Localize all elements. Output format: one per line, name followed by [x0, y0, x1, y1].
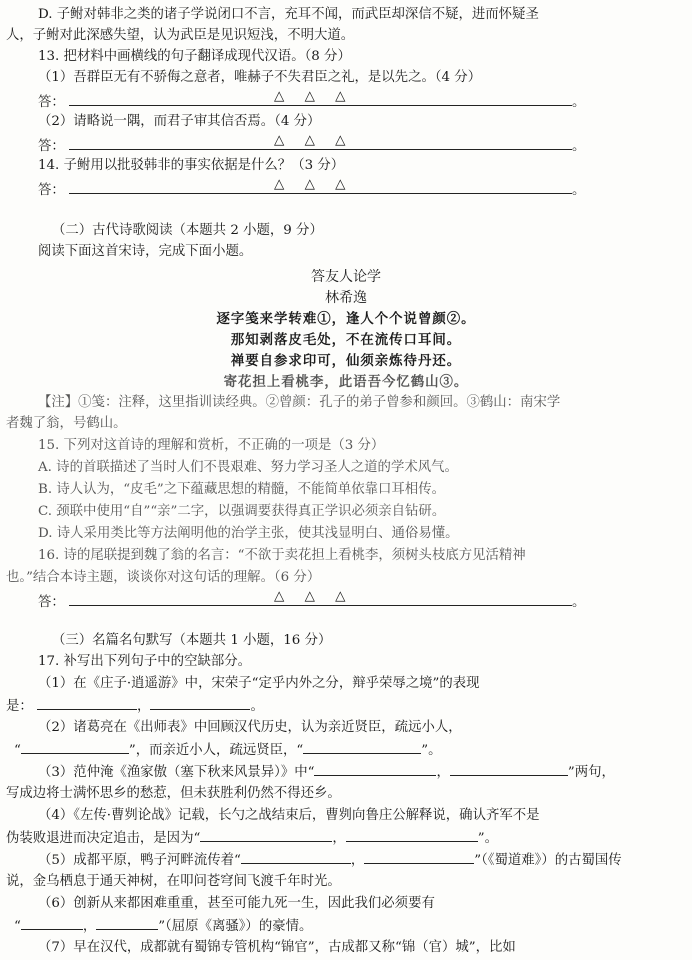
item4-line1: （4）《左传·曹刿论战》记载，长勺之战结束后，曹刿向鲁庄公解释说，确认齐军不是: [38, 808, 540, 823]
note-line1: 【注】①笺：注释，这里指训读经典。②曾颜：孔子的弟子曾参和颜回。③鹤山：南宋学: [38, 395, 561, 410]
option-d-line2: 人，子鲋对此深感失望，认为武臣是见识短浅，不明大道。: [6, 28, 355, 43]
item1-prefix: 是：: [6, 699, 33, 714]
triangle-marks: △ △ △: [274, 89, 354, 104]
item3-text-b: ”两句，: [567, 765, 615, 780]
blank-input[interactable]: [314, 763, 436, 776]
item1-line1: （1）在《庄子·逍遥游》中，宋荣子“定乎内外之分，辩乎荣辱之境”的表现: [38, 676, 480, 691]
item3-line2: 写成边将士满怀思乡的愁惹，但未获胜利仍然不得还乡。: [6, 786, 341, 801]
blank-input[interactable]: [346, 829, 478, 842]
q14-stem: 14. 子鲋用以批驳韩非的事实依据是什么？（3 分）: [38, 158, 345, 173]
answer-line[interactable]: [69, 135, 572, 150]
q13-answer1: [38, 91, 585, 112]
option-d-line1: D. 子鲋对韩非之类的诸子学说闭口不言，充耳不闻，而武臣却深信不疑，进而怀疑圣: [38, 7, 539, 22]
period: 。: [572, 139, 586, 154]
answer-label: 答：: [38, 139, 65, 154]
section2-title: （二）古代诗歌阅读（本题共 2 小题，9 分）: [52, 223, 323, 238]
item5-line2: 说，金乌栖息于通天神树，在叩问苍穹间飞渡千年时光。: [6, 874, 341, 889]
blank-input[interactable]: [96, 917, 158, 930]
item6-text-b: ”（屈原《离骚》）的豪情。: [158, 919, 313, 934]
q15-option-a[interactable]: A. 诗的首联描述了当时人们不畏艰难、努力学习圣人之道的学术风气。: [38, 460, 458, 475]
q15-option-c[interactable]: C. 颈联中使用“自”“亲”二字，以强调要获得真正学识必须亲自钻研。: [38, 504, 446, 519]
blank-input[interactable]: [150, 697, 250, 710]
answer-label: 答：: [38, 183, 65, 198]
q15-option-d[interactable]: D. 诗人采用类比等方法阐明他的治学主张，使其浅显明白、通俗易懂。: [38, 526, 459, 541]
item4-text-b: ”。: [477, 831, 498, 846]
q14-answer: [38, 179, 585, 200]
q13-part1: （1）吾群臣无有不骄侮之意者，唯赫子不失君臣之礼，是以先之。（4 分）: [38, 70, 482, 85]
poem-line-4: 寄花担上看桃李，此语吾今忆鹤山③。: [223, 374, 469, 390]
q16-line1: 16. 诗的尾联提到魏了翁的名言：“不欲于卖花担上看桃李，须树头枝底方见活精神: [38, 548, 526, 563]
item4-text-a: 伪装败退进而决定追击，是因为“: [6, 831, 201, 846]
item5-line1: （5）成都平原，鸭子河畔流传着“ ， ”（《蜀道难》）的古蜀国传: [38, 853, 622, 868]
answer-label: 答：: [38, 95, 65, 110]
answer-label: 答：: [38, 595, 65, 610]
answer-line[interactable]: [69, 91, 572, 106]
q15-option-b[interactable]: B. 诗人认为，“皮毛”之下蕴藏思想的精髓，不能简单依靠口耳相传。: [38, 482, 445, 497]
blank-input[interactable]: [37, 697, 137, 710]
blank-input[interactable]: [450, 763, 568, 776]
triangle-marks: △ △ △: [274, 133, 354, 148]
item6-line2: “ ， ”（屈原《离骚》）的豪情。: [14, 919, 313, 934]
blank-input[interactable]: [21, 741, 129, 754]
item6-line1: （6）创新从来都困难重重，甚至可能九死一生，因此我们必须要有: [38, 896, 435, 911]
q17-stem: 17. 补写出下列句子中的空缺部分。: [38, 654, 252, 669]
item3-line1: （3）范仲淹《渔家傲（塞下秋来风景异）》中“ ， ”两句，: [38, 765, 615, 780]
section3-title: （三）名篇名句默写（本题共 1 小题，16 分）: [52, 633, 332, 648]
poem-title: 答友人论学: [311, 269, 381, 285]
answer-line[interactable]: [69, 591, 572, 606]
item5-text-b: ”（《蜀道难》）的古蜀国传: [474, 853, 622, 868]
q13-part2: （2）请略说一隅，而君子审其信否焉。（4 分）: [38, 114, 321, 129]
item2-line2: “ ”，而亲近小人，疏远贤臣，“ ”。: [14, 743, 442, 758]
triangle-marks: △ △ △: [274, 177, 354, 192]
q15-stem: 15. 下列对这首诗的理解和赏析，不正确的一项是（3 分）: [38, 438, 385, 453]
q16-line2: 也。”结合本诗主题，谈谈你对这句话的理解。（6 分）: [6, 570, 321, 585]
item7-line1: （7）早在汉代，成都就有蜀锦专管机构“锦官”，古成都又称“锦（官）城”，比如: [38, 940, 516, 955]
blank-input[interactable]: [241, 851, 351, 864]
blank-input[interactable]: [21, 917, 83, 930]
period: 。: [250, 699, 264, 714]
poem-author: 林希逸: [325, 290, 367, 306]
blank-input[interactable]: [364, 851, 474, 864]
item2-mid: ”，而亲近小人，疏远贤臣，“: [128, 743, 304, 758]
q16-answer: [38, 591, 585, 612]
item5-text-a: （5）成都平原，鸭子河畔流传着“: [38, 853, 241, 868]
poem-line-2: 那知剥落皮毛处，不在流传口耳间。: [230, 332, 462, 348]
blank-input[interactable]: [303, 741, 421, 754]
period: 。: [572, 595, 586, 610]
section2-intro: 阅读下面这首宋诗，完成下面小题。: [38, 244, 253, 259]
triangle-marks: △ △ △: [274, 589, 354, 604]
item3-text-a: （3）范仲淹《渔家傲（塞下秋来风景异）》中“: [38, 765, 315, 780]
blank-input[interactable]: [200, 829, 332, 842]
answer-line[interactable]: [69, 179, 572, 194]
item2-line1: （2）诸葛亮在《出师表》中回顾汉代历史，认为亲近贤臣，疏远小人，: [38, 720, 462, 735]
q13-stem: 13. 把材料中画横线的句子翻译成现代汉语。（8 分）: [38, 49, 351, 64]
item1-line2: [6, 697, 264, 716]
note-line2: 者魏了翁，号鹤山。: [6, 416, 127, 431]
item4-line2: 伪装败退进而决定追击，是因为“ ， ”。: [6, 831, 498, 846]
comma: ，: [137, 699, 151, 714]
poem-line-3: 禅要自参求印可，仙须亲炼待丹还。: [230, 353, 462, 369]
period: 。: [572, 183, 586, 198]
poem-line-1: 逐字笺来学转难①，逢人个个说曾颜②。: [216, 311, 476, 327]
period: 。: [572, 95, 586, 110]
q13-answer2: [38, 135, 585, 156]
